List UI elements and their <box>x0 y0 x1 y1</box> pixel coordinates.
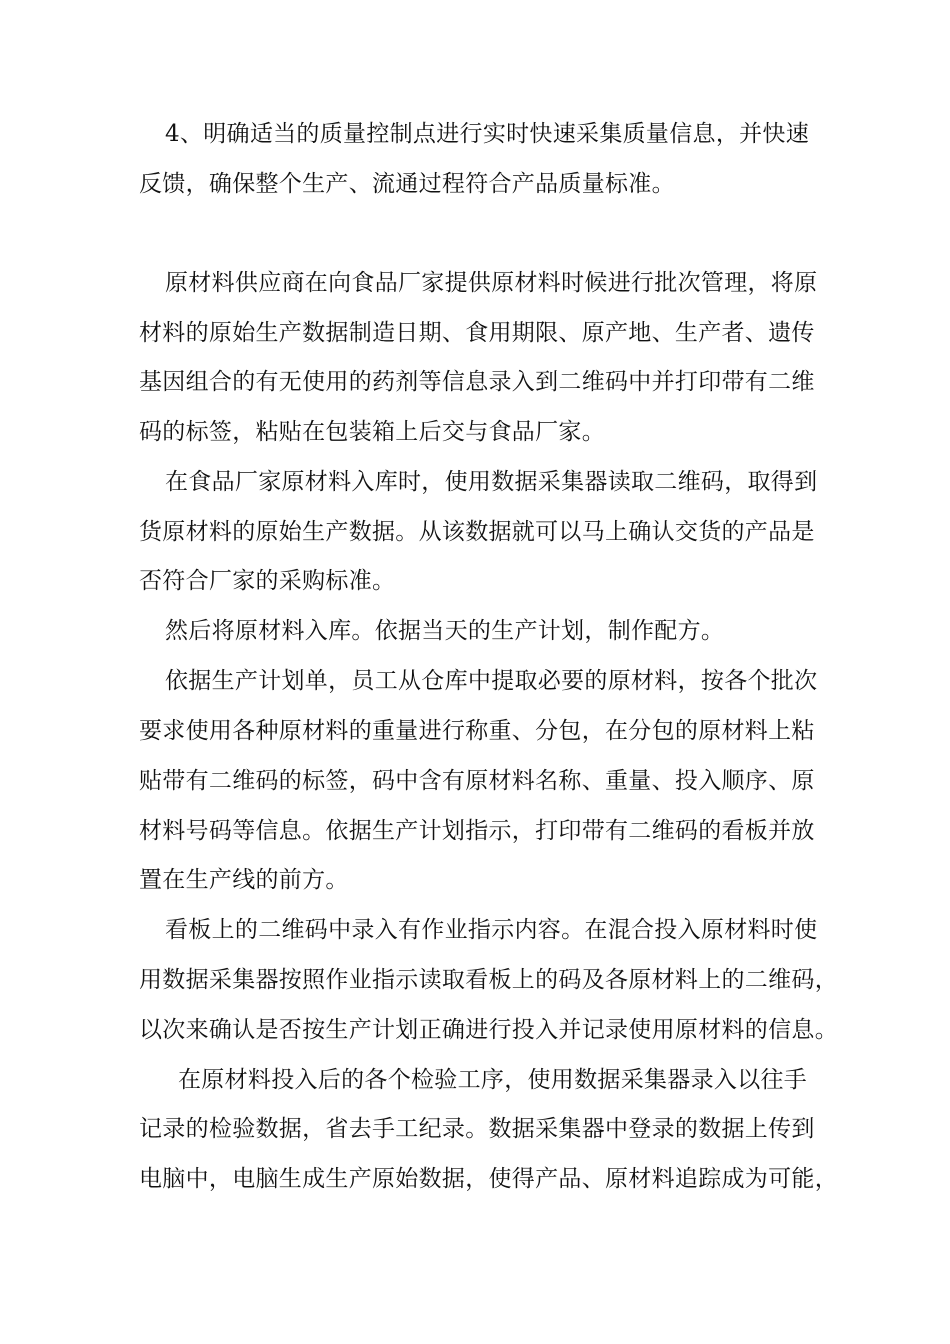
text-line-18: 以次来确认是否按生产计划正确进行投入并记录使用原材料的信息。 <box>139 1017 838 1043</box>
text-line-2: 反馈，确保整个生产、流通过程符合产品质量标准。 <box>139 171 675 197</box>
text-line-17: 用数据采集器按照作业指示读取看板上的码及各原材料上的二维码， <box>139 967 838 993</box>
text-line-16: 看板上的二维码中录入有作业指示内容。在混合投入原材料时使 <box>165 917 818 943</box>
text-line-5: 基因组合的有无使用的药剂等信息录入到二维码中并打印带有二维 <box>139 369 815 395</box>
text-line-20: 记录的检验数据，省去手工纪录。数据采集器中登录的数据上传到 <box>139 1116 815 1142</box>
text-line-12: 要求使用各种原材料的重量进行称重、分包，在分包的原材料上粘 <box>139 718 815 744</box>
text-line-4: 材料的原始生产数据制造日期、食用期限、原产地、生产者、遗传 <box>139 320 815 346</box>
text-line-1: 4、明确适当的质量控制点进行实时快速采集质量信息，并快速 <box>165 121 810 147</box>
text-line-9: 否符合厂家的采购标准。 <box>139 568 396 594</box>
text-line-19: 在原材料投入后的各个检验工序，使用数据采集器录入以往手 <box>178 1067 808 1093</box>
text-line-15: 置在生产线的前方。 <box>139 867 349 893</box>
text-line-10: 然后将原材料入库。依据当天的生产计划，制作配方。 <box>165 618 725 644</box>
text-line-11: 依据生产计划单，员工从仓库中提取必要的原材料，按各个批次 <box>165 668 818 694</box>
text-line-6: 码的标签，粘贴在包装箱上后交与食品厂家。 <box>139 419 605 445</box>
text-line-8: 货原材料的原始生产数据。从该数据就可以马上确认交货的产品是 <box>139 519 815 545</box>
text-line-3: 原材料供应商在向食品厂家提供原材料时候进行批次管理，将原 <box>165 270 818 296</box>
text-line-21: 电脑中，电脑生成生产原始数据，使得产品、原材料追踪成为可能， <box>139 1166 838 1192</box>
text-line-7: 在食品厂家原材料入库时，使用数据采集器读取二维码，取得到 <box>165 469 818 495</box>
text-line-14: 材料号码等信息。依据生产计划指示，打印带有二维码的看板并放 <box>139 818 815 844</box>
text-line-13: 贴带有二维码的标签，码中含有原材料名称、重量、投入顺序、原 <box>139 768 815 794</box>
